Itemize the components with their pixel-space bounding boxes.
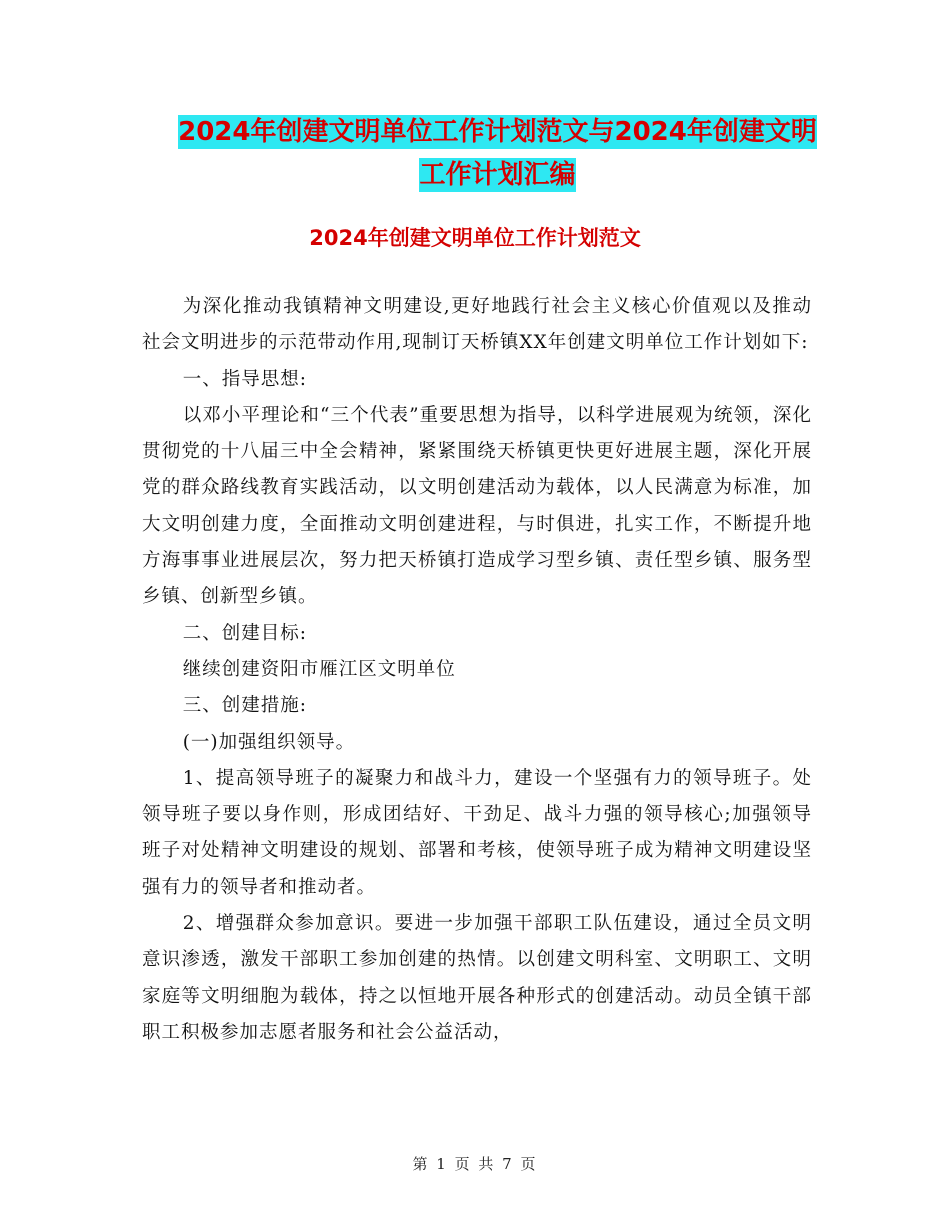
- paragraph-guiding-thought: 以邓小平理论和“三个代表”重要思想为指导，以科学进展观为统领，深化贯彻党的十八届三中全会精神，紧紧围绕天桥镇更快更好进展主题，深化开展党的群众路线教育实践活动，以文明创建活动为载体，以人民满意为标准，加大文明创建力度，全面推动文明创建进程，与时俱进，扎实工作，不断提升地方海事事业进展层次，努力把天桥镇打造成学习型乡镇、责任型乡镇、服务型乡镇、创新型乡镇。: [142, 404, 812, 608]
- paragraph-measure-2: 2、增强群众参加意识。要进一步加强干部职工队伍建设，通过全员文明意识渗透，激发干部职工参加创建的热情。以创建文明科室、文明职工、文明家庭等文明细胞为载体，持之以恒地开展各种形式的创建活动。动员全镇干部职工积极参加志愿者服务和社会公益活动，: [142, 913, 812, 1043]
- title-highlight-1: 2024年创建文明单位工作计划范文与2024年创建文明: [178, 117, 817, 147]
- heading-measures: 三、创建措施:: [182, 695, 307, 717]
- document-title-line-1: [110, 110, 885, 154]
- paragraph-measure-1: 1、提高领导班子的凝聚力和战斗力，建设一个坚强有力的领导班子。处领导班子要以身作则，形成团结好、干劲足、战斗力强的领导核心;加强领导班子对处精神文明建设的规划、部署和考核，使领导班子成为精神文明建设坚强有力的领导者和推动者。: [142, 767, 812, 898]
- document-title-line-2: [110, 153, 885, 197]
- page-footer: 第 1 页 共 7 页: [412, 1155, 538, 1173]
- paragraph-intro: 为深化推动我镇精神文明建设,更好地践行社会主义核心价值观以及推动社会文明进步的示范带动作用,现制订天桥镇XX年创建文明单位工作计划如下:: [142, 296, 812, 354]
- title-highlight-2: 工作计划汇编: [419, 160, 576, 190]
- heading-goal: 二、创建目标:: [182, 622, 307, 644]
- document-body: [142, 289, 812, 1051]
- section-title: 2024年创建文明单位工作计划范文: [309, 226, 641, 250]
- heading-guiding-thought: 一、指导思想:: [182, 368, 307, 390]
- paragraph-goal: 继续创建资阳市雁江区文明单位: [182, 658, 456, 680]
- subheading-leadership: (一)加强组织领导。: [182, 731, 356, 753]
